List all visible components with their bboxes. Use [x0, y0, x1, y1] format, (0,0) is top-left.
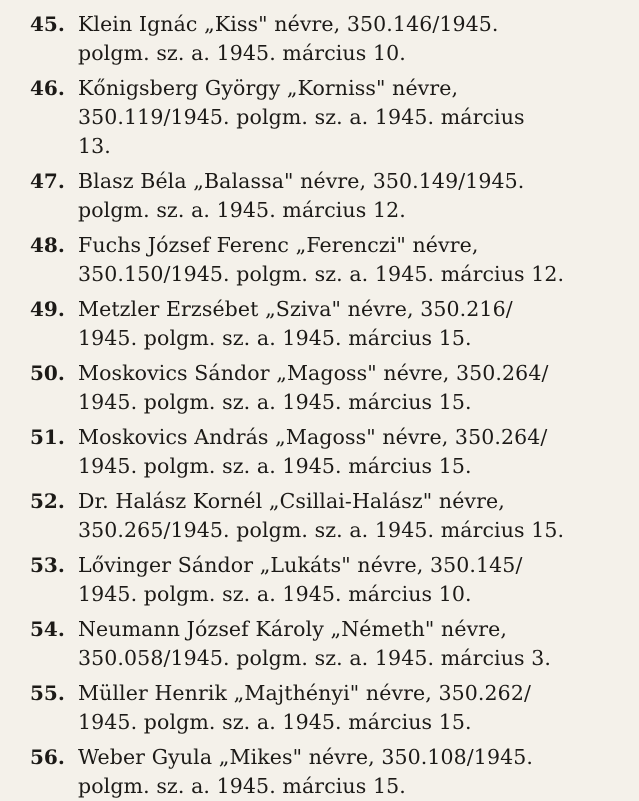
entry-line: 350.150/1945. polgm. sz. a. 1945. március 12.: [78, 262, 565, 286]
entry-line: 350.265/1945. polgm. sz. a. 1945. március 15.: [78, 518, 565, 542]
list-item: [30, 743, 629, 801]
list-item: [30, 74, 629, 161]
entry-number: 45.: [30, 12, 65, 36]
entry-line: 13.: [78, 134, 111, 158]
entry-line: Moskovics András „Magoss" névre, 350.264/: [78, 425, 548, 449]
entry-text: [78, 167, 629, 225]
entry-line: Moskovics Sándor „Magoss" névre, 350.264/: [78, 361, 549, 385]
list-item: [30, 10, 629, 68]
entry-text: [78, 615, 629, 673]
list-item: [30, 359, 629, 417]
entry-number: 56.: [30, 745, 65, 769]
entry-text: [78, 551, 629, 609]
entry-line: Kőnigsberg György „Korniss" névre,: [78, 76, 459, 100]
entry-number: 54.: [30, 617, 65, 641]
list-item: [30, 551, 629, 609]
entry-text: [78, 295, 629, 353]
list-item: [30, 295, 629, 353]
entry-text: [78, 423, 629, 481]
entry-line: Klein Ignác „Kiss" névre, 350.146/1945.: [78, 12, 499, 36]
entry-line: Weber Gyula „Mikes" névre, 350.108/1945.: [78, 745, 533, 769]
entry-number: 46.: [30, 76, 65, 100]
entry-line: 1945. polgm. sz. a. 1945. március 15.: [78, 326, 472, 350]
entry-line: Müller Henrik „Majthényi" névre, 350.262/: [78, 681, 531, 705]
entry-line: Metzler Erzsébet „Sziva" névre, 350.216/: [78, 297, 513, 321]
entry-number: 47.: [30, 169, 65, 193]
entry-number: 53.: [30, 553, 65, 577]
list-item: [30, 423, 629, 481]
entry-number: 51.: [30, 425, 65, 449]
entry-line: Lővinger Sándor „Lukáts" névre, 350.145/: [78, 553, 523, 577]
entry-line: Fuchs József Ferenc „Ferenczi" névre,: [78, 233, 479, 257]
entry-line: 350.119/1945. polgm. sz. a. 1945. március: [78, 105, 525, 129]
list-item: [30, 231, 629, 289]
entry-text: [78, 231, 629, 289]
entry-text: [78, 679, 629, 737]
entry-line: Dr. Halász Kornél „Csillai-Halász" névre,: [78, 489, 505, 513]
entry-number: 52.: [30, 489, 65, 513]
entry-text: [78, 743, 629, 801]
entry-text: [78, 74, 629, 161]
list-item: [30, 487, 629, 545]
entry-line: 350.058/1945. polgm. sz. a. 1945. március 3.: [78, 646, 552, 670]
entry-line: polgm. sz. a. 1945. március 15.: [78, 774, 406, 798]
entry-text: [78, 10, 629, 68]
entry-line: Neumann József Károly „Németh" névre,: [78, 617, 508, 641]
entry-line: 1945. polgm. sz. a. 1945. március 15.: [78, 390, 472, 414]
entry-number: 48.: [30, 233, 65, 257]
entry-line: Blasz Béla „Balassa" névre, 350.149/1945.: [78, 169, 525, 193]
entry-number: 55.: [30, 681, 65, 705]
entry-number: 50.: [30, 361, 65, 385]
entry-line: 1945. polgm. sz. a. 1945. március 15.: [78, 454, 472, 478]
entry-line: polgm. sz. a. 1945. március 10.: [78, 41, 406, 65]
list-item: [30, 167, 629, 225]
entry-text: [78, 487, 629, 545]
entry-line: 1945. polgm. sz. a. 1945. március 10.: [78, 582, 472, 606]
entry-line: 1945. polgm. sz. a. 1945. március 15.: [78, 710, 472, 734]
list-item: [30, 615, 629, 673]
entry-line: polgm. sz. a. 1945. március 12.: [78, 198, 406, 222]
list-item: [30, 679, 629, 737]
entry-text: [78, 359, 629, 417]
entry-number: 49.: [30, 297, 65, 321]
